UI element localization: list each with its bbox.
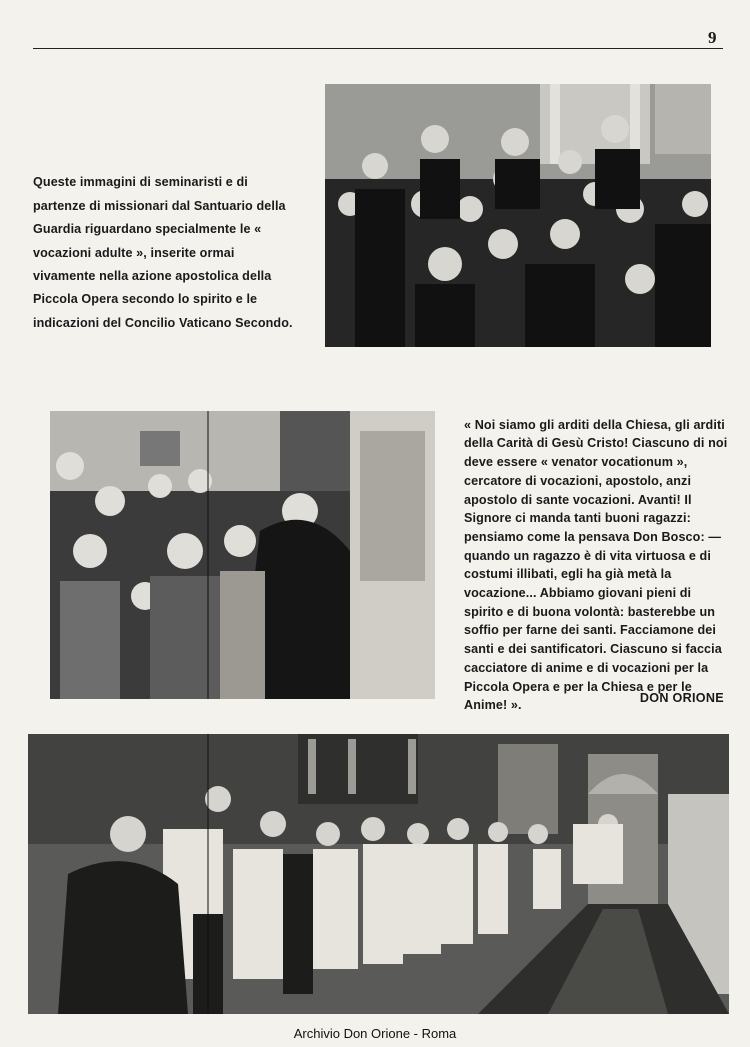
quote-author: DON ORIONE <box>639 691 724 705</box>
caption-text: Queste immagini di seminaristi e di partenze di missionari dal Santuario della Guardia riguardano specialmente le « vocazioni adulte », inserite ormai vivamente nella azione apostolica della Piccola Opera secondo lo spirito e le indicazioni del Concilio Vaticano Secondo. <box>33 175 293 330</box>
header-rule <box>33 48 723 49</box>
archive-footer: Archivio Don Orione - Roma <box>293 1026 457 1041</box>
photo-missionary-ceremony <box>28 734 729 1014</box>
photo-priest-with-boys <box>50 411 435 699</box>
photo-seminarians-group <box>325 84 711 347</box>
quote-text: « Noi siamo gli arditi della Chiesa, gli arditi della Carità di Gesù Cristo! Ciascuno di noi deve essere « venator vocationum », cercatore di vocazioni, apostolo, anzi apostolo di sante vocazioni. Avanti! Il Signore ci manda tanti buoni ragazzi: pensiamo come la pensava Don Bosco: — quando un ragazzo è di vita virtuosa e di costumi illibati, egli ha già metà la vocazione... Abbiamo giovani pieni di spirito e di buona volontà: basterebbe un soffio per farne dei santi. Facciamone dei santi e dei santificatori. Ciascuno si faccia cacciatore di anime e di vocazioni per la Piccola Opera e per la Chiesa e per le Anime! ». <box>464 417 728 713</box>
photo-caption <box>33 148 298 335</box>
don-orione-quote <box>464 397 730 715</box>
page-number: 9 <box>708 28 717 47</box>
